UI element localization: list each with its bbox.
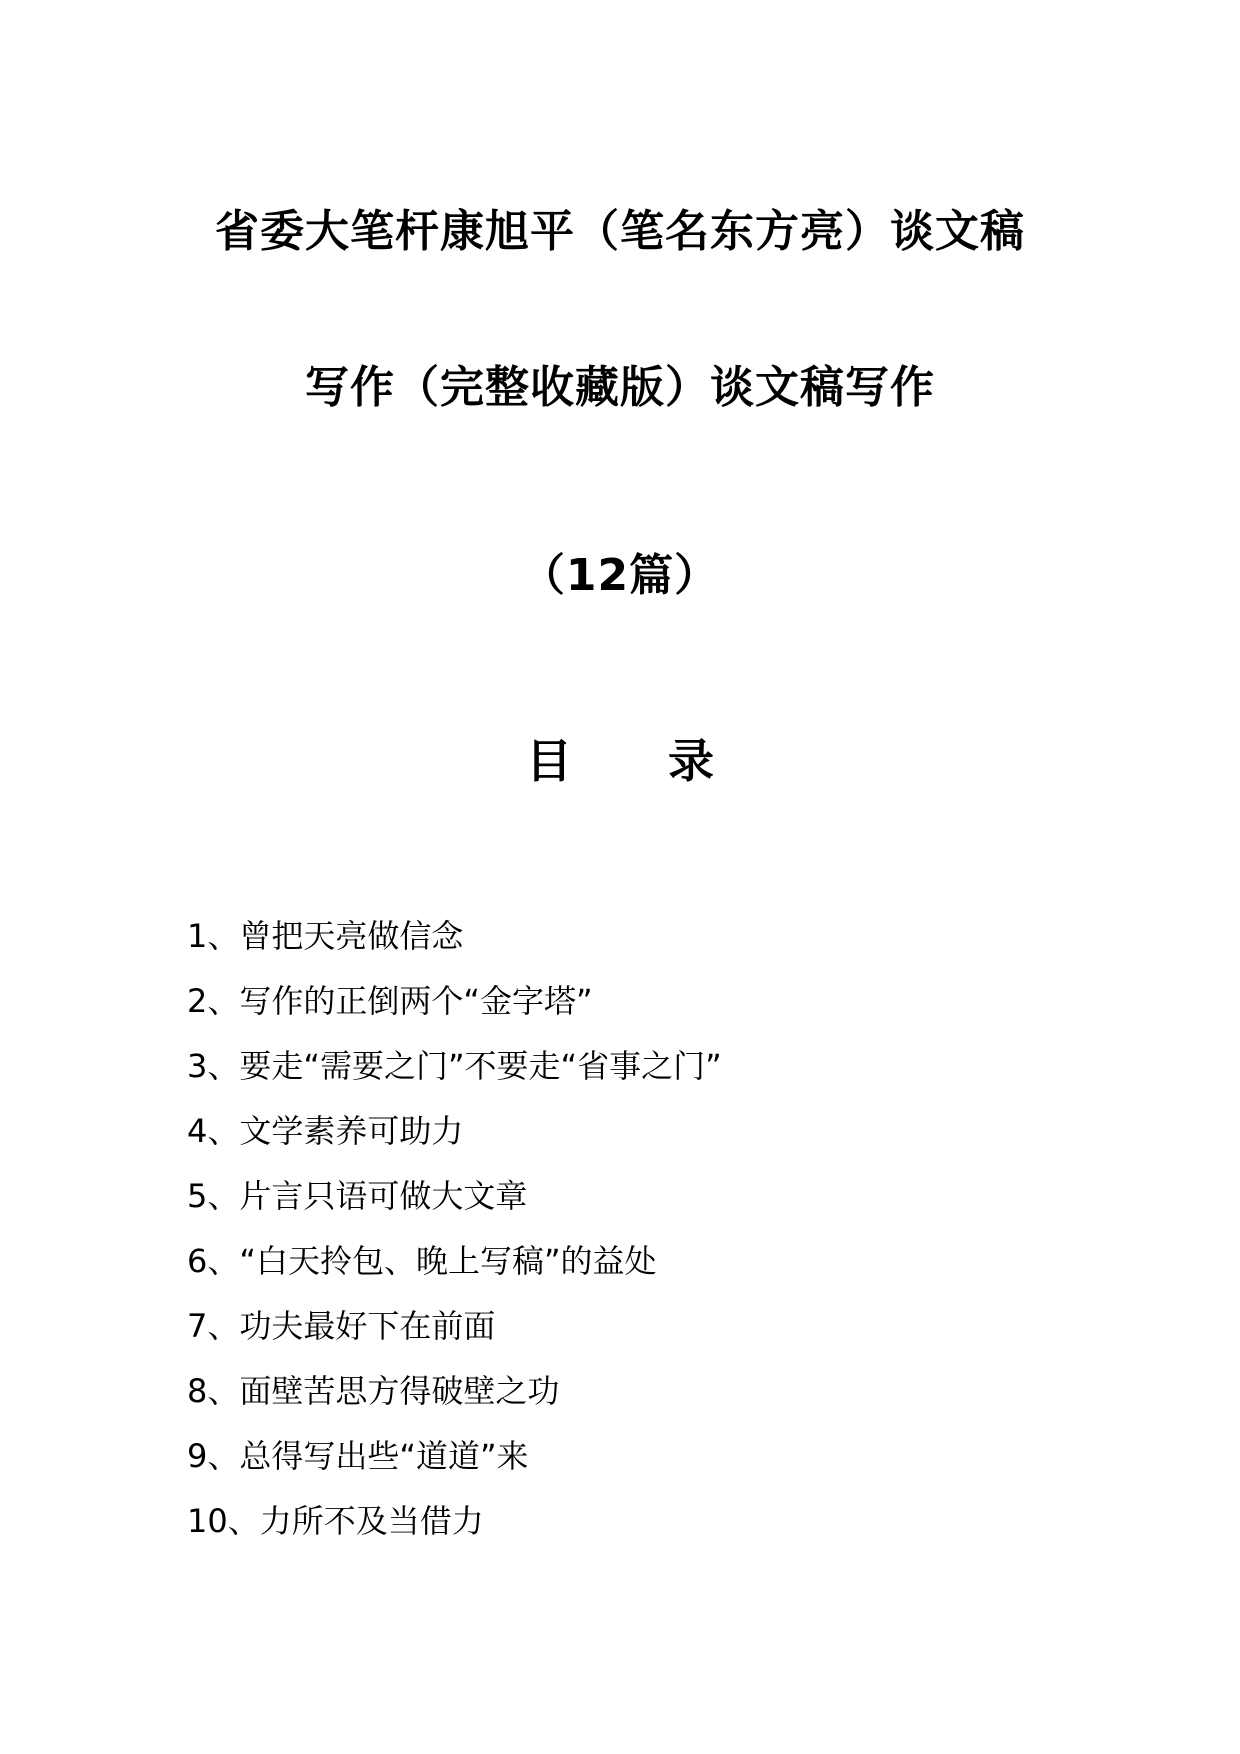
toc-item: 4、文学素养可助力	[187, 1112, 464, 1150]
toc-heading: 目 录	[525, 734, 754, 788]
document-title-line-1: 省委大笔杆康旭平（笔名东方亮）谈文稿	[215, 206, 1025, 257]
toc-item: 8、面壁苦思方得破壁之功	[187, 1372, 560, 1410]
toc-list	[187, 916, 722, 1566]
toc-item: 6、“白天拎包、晚上写稿”的益处	[187, 1242, 657, 1280]
toc-item: 3、要走“需要之门”不要走“省事之门”	[187, 1047, 722, 1085]
toc-item: 2、写作的正倒两个“金字塔”	[187, 982, 593, 1020]
document-title-line-3: （12篇）	[520, 550, 720, 601]
toc-item: 10、力所不及当借力	[187, 1502, 484, 1540]
toc-item: 7、功夫最好下在前面	[187, 1307, 496, 1345]
toc-item: 1、曾把天亮做信念	[187, 917, 464, 955]
document-title-line-2: 写作（完整收藏版）谈文稿写作	[305, 362, 935, 413]
toc-item: 5、片言只语可做大文章	[187, 1177, 528, 1215]
toc-item: 9、总得写出些“道道”来	[187, 1437, 529, 1475]
